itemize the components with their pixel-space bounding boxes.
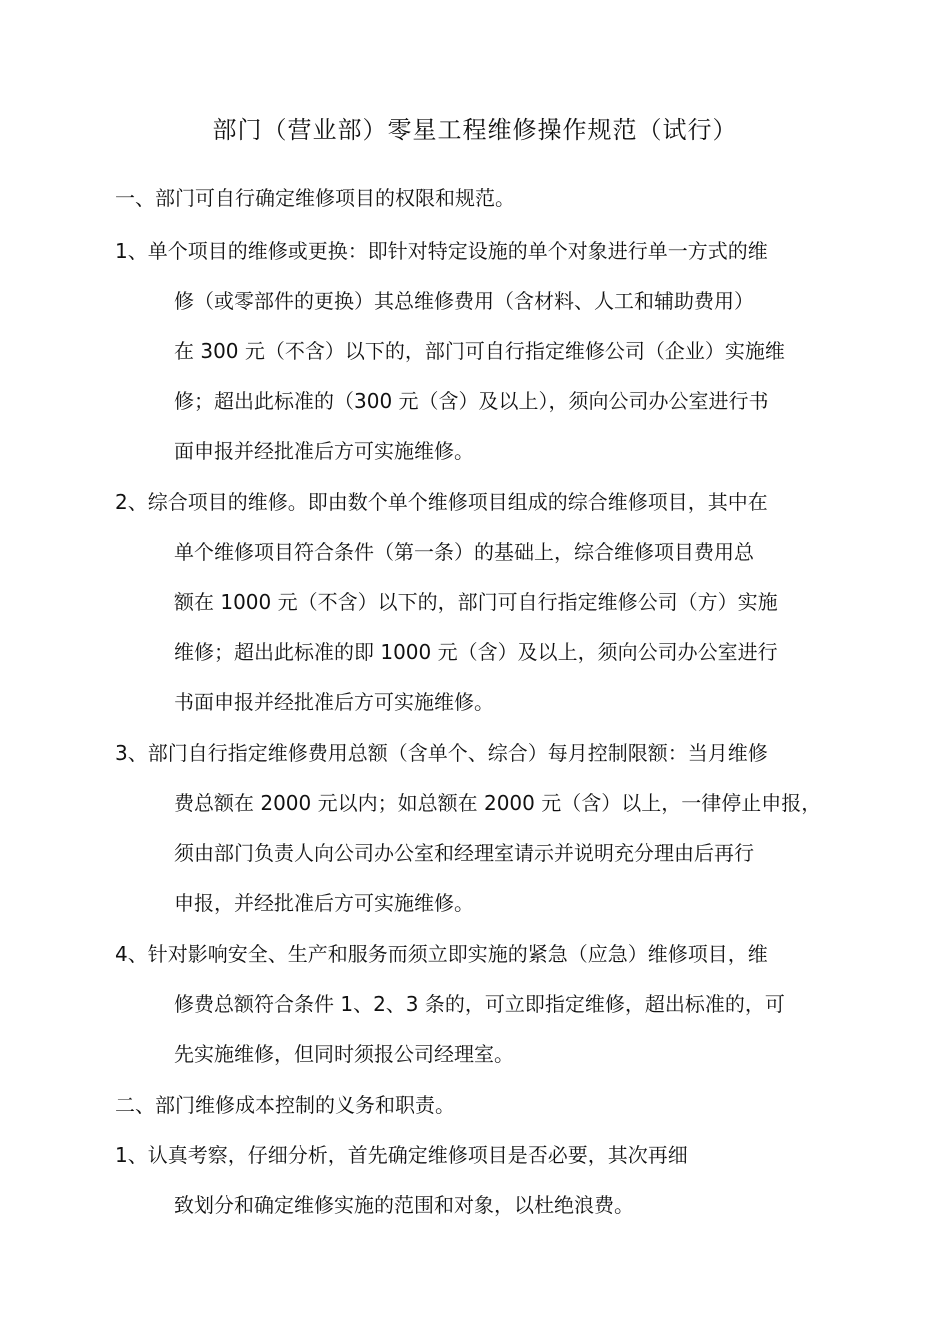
item-1-line-5: 面申报并经批准后方可实施维修。 [174,439,474,463]
item-3-line-2: 费总额在 2000 元以内；如总额在 2000 元（含）以上，一律停止申报， [174,791,822,815]
item-2-line-2: 单个维修项目符合条件（第一条）的基础上，综合维修项目费用总 [174,540,754,564]
item-1-line-3: 在 300 元（不含）以下的，部门可自行指定维修公司（企业）实施维 [174,339,785,363]
item-1-line-4: 修；超出此标准的（300 元（含）及以上），须向公司办公室进行书 [174,389,769,413]
item-1-line-1: 1、单个项目的维修或更换：即针对特定设施的单个对象进行单一方式的维 [115,239,768,263]
item-4-line-2: 修费总额符合条件 1、2、3 条的，可立即指定维修，超出标准的，可 [174,992,785,1016]
section-heading-1: 一、部门可自行确定维修项目的权限和规范。 [115,186,515,210]
item-2-line-1: 2、综合项目的维修。即由数个单个维修项目组成的综合维修项目，其中在 [115,490,768,514]
section-2-item-1-line-1: 1、认真考察，仔细分析，首先确定维修项目是否必要，其次再细 [115,1143,688,1167]
section-heading-2: 二、部门维修成本控制的义务和职责。 [115,1093,455,1117]
item-1-line-2: 修（或零部件的更换）其总维修费用（含材料、人工和辅助费用） [174,289,754,313]
item-2-line-3: 额在 1000 元（不含）以下的，部门可自行指定维修公司（方）实施 [174,590,778,614]
item-3-line-3: 须由部门负责人向公司办公室和经理室请示并说明充分理由后再行 [174,841,754,865]
item-2-line-5: 书面申报并经批准后方可实施维修。 [174,690,494,714]
item-3-line-4: 申报，并经批准后方可实施维修。 [174,891,474,915]
item-2-line-4: 维修；超出此标准的即 1000 元（含）及以上，须向公司办公室进行 [174,640,778,664]
section-2-item-1-line-2: 致划分和确定维修实施的范围和对象，以杜绝浪费。 [174,1193,634,1217]
item-3-line-1: 3、部门自行指定维修费用总额（含单个、综合）每月控制限额：当月维修 [115,741,768,765]
item-4-line-3: 先实施维修，但同时须报公司经理室。 [174,1042,514,1066]
item-4-line-1: 4、针对影响安全、生产和服务而须立即实施的紧急（应急）维修项目，维 [115,942,768,966]
document-title: 部门（营业部）零星工程维修操作规范（试行） [212,116,738,144]
